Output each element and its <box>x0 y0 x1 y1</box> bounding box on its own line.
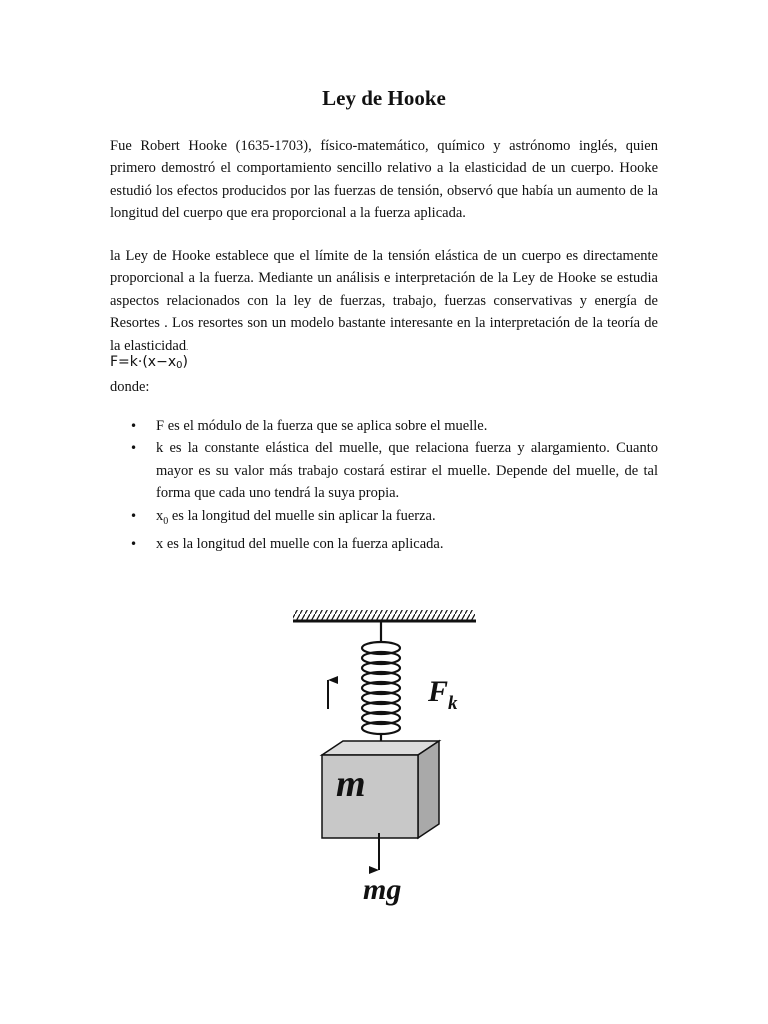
list-item-text: x es la longitud del muelle con la fuerza aplicada. <box>156 535 444 552</box>
list-item-text: F es el módulo de la fuerza que se aplica sobre el muelle. <box>156 418 488 434</box>
list-item <box>110 415 658 437</box>
law-paragraph-text: la Ley de Hooke establece que el límite de la tensión elástica de un cuerpo es directamente proporcional a la fuerza. Mediante un análisis e interpretación de la Ley de Hooke se estudia aspectos relacionados con la ley de fuerzas, trabajo, fuerzas conservativas y energía de Resortes . Los resortes son un modelo bastante interesante en la interpretación de la teoría de la elasticidad <box>110 248 658 354</box>
list-item-var: x <box>156 507 164 524</box>
spring-coil <box>362 621 400 748</box>
list-item-text: es la longitud del muelle sin aplicar la fuerza. <box>168 507 436 524</box>
bullet-icon: • <box>130 441 138 456</box>
formula-suffix: ) <box>182 354 188 370</box>
list-item <box>110 533 658 555</box>
block-side-face <box>418 741 439 838</box>
donde-label: donde: <box>110 379 150 395</box>
ceiling-support <box>293 610 476 621</box>
law-paragraph-end: . <box>186 342 189 352</box>
hooke-formula <box>110 354 188 371</box>
weight-label: mg <box>363 873 402 906</box>
force-label <box>427 675 458 714</box>
formula-prefix: F=k·(x−x <box>110 354 177 370</box>
formula-subscript: 0 <box>176 360 183 371</box>
variable-list <box>110 415 658 555</box>
list-item <box>110 505 658 533</box>
force-subscript: k <box>448 693 458 714</box>
bullet-icon: • <box>130 536 138 551</box>
list-item-text: k es la constante elástica del muelle, que relaciona fuerza y alargamiento. Cuanto mayor es su valor más trabajo costará estirar el muelle. Depende del muelle, de tal forma que cada uno tendrá la suya propia. <box>156 440 658 502</box>
intro-paragraph: Fue Robert Hooke (1635-1703), físico-matemático, químico y astrónomo inglés, quien primero demostró el comportamiento sencillo relativo a la elasticidad de un cuerpo. Hooke estudió los efectos producidos por las fuerzas de tensión, observó que había un aumento de la longitud del cuerpo que era proporcional a la fuerza aplicada. <box>110 138 658 222</box>
page-title: Ley de Hooke <box>322 86 446 110</box>
bullet-icon: • <box>130 419 138 433</box>
spring-mass-figure <box>280 605 500 915</box>
list-item <box>110 437 658 504</box>
bullet-icon: • <box>130 508 138 523</box>
law-paragraph <box>110 245 658 359</box>
mass-label: m <box>336 763 366 805</box>
force-letter: F <box>428 675 449 708</box>
list-item-subscript: 0 <box>163 515 169 527</box>
